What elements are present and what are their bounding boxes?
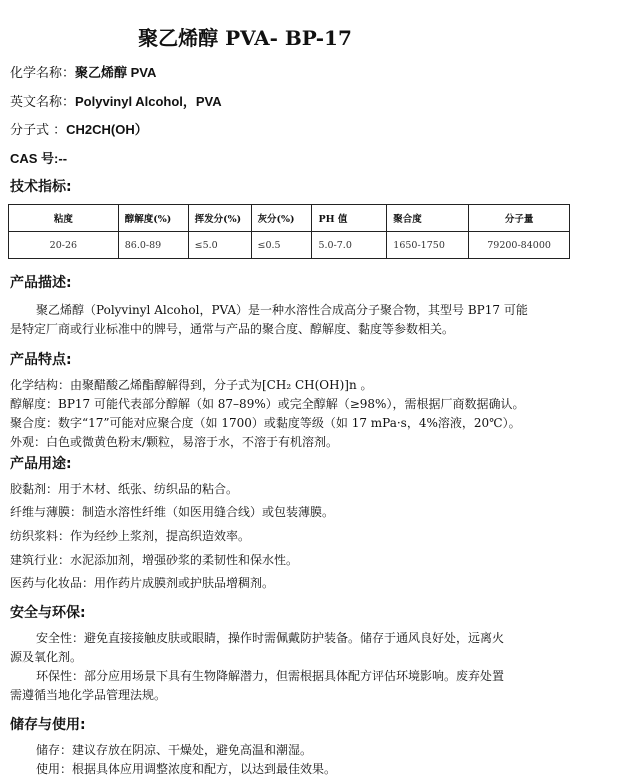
specs-heading: 技术指标: — [10, 179, 72, 195]
feature-line: 化学结构：由聚醋酸乙烯酯醇解得到，分子式为[CH₂ CH(OH)]n 。 — [10, 378, 373, 392]
features-heading: 产品特点: — [10, 352, 72, 368]
chemical-name-row — [10, 62, 156, 82]
page-title: 聚乙烯醇 PVA- BP-17 — [138, 26, 352, 50]
formula-value: CH2CH(OH） — [66, 122, 148, 137]
english-name-row — [10, 91, 222, 111]
feature-line: 聚合度：数字“17”可能对应聚合度（如 1700）或黏度等级（如 17 mPa·s，4%溶液，20℃）。 — [10, 416, 521, 430]
formula-label: 分子式 ： — [10, 123, 67, 138]
use-item: 纺织浆料：作为经纱上浆剂，提高织造效率。 — [10, 529, 251, 543]
uses-heading: 产品用途: — [10, 456, 72, 472]
spec-table-row — [9, 232, 570, 259]
english-name-label: 英文名称： — [10, 95, 76, 110]
safety-line-1: 安全性：避免直接接触皮肤或眼睛，操作时需佩戴防护装备。储存于通风良好处，远离火 — [36, 631, 505, 645]
cell-ph: 5.0-7.0 — [312, 232, 387, 259]
safety-paragraph — [10, 629, 610, 705]
formula-row — [10, 119, 148, 139]
description-paragraph — [10, 301, 610, 339]
feature-line: 外观：白色或微黄色粉末/颗粒，易溶于水，不溶于有机溶剂。 — [10, 435, 339, 449]
header-polymerization: 聚合度 — [387, 205, 469, 232]
cas-row — [10, 148, 67, 168]
spec-table-header-row — [9, 205, 570, 232]
storage-heading: 储存与使用: — [10, 717, 86, 733]
header-viscosity: 粘度 — [9, 205, 119, 232]
description-heading: 产品描述: — [10, 275, 72, 291]
cell-volatiles: ≤5.0 — [188, 232, 251, 259]
header-ash: 灰分(%) — [251, 205, 312, 232]
cas-label: CAS 号:-- — [10, 151, 68, 166]
cell-viscosity: 20-26 — [9, 232, 119, 259]
cell-molecular-weight: 79200-84000 — [469, 232, 570, 259]
use-item: 胶黏剂：用于木材、纸张、纺织品的粘合。 — [10, 482, 239, 496]
safety-line-2: 源及氧化剂。 — [10, 650, 83, 664]
safety-heading: 安全与环保: — [10, 605, 86, 621]
description-line-2: 是特定厂商或行业标准中的牌号，通常与产品的聚合度、醇解度、黏度等参数相关。 — [10, 322, 455, 336]
use-item: 纤维与薄膜：制造水溶性纤维（如医用缝合线）或包装薄膜。 — [10, 505, 335, 519]
safety-line-3: 环保性：部分应用场景下具有生物降解潜力，但需根据具体配方评估环境影响。废弃处置 — [36, 669, 505, 683]
feature-line: 醇解度：BP17 可能代表部分醇解（如 87–89%）或完全醇解（≥98%），需根据厂商数据确认。 — [10, 397, 525, 411]
cell-ash: ≤0.5 — [251, 232, 312, 259]
use-item: 建筑行业：水泥添加剂，增强砂浆的柔韧性和保水性。 — [10, 553, 299, 567]
chemical-name-label: 化学名称： — [10, 66, 76, 81]
chemical-name-value: 聚乙烯醇 PVA — [75, 65, 157, 80]
description-line-1: 聚乙烯醇（Polyvinyl Alcohol，PVA）是一种水溶性合成高分子聚合物，其型号 BP17 可能 — [36, 303, 528, 317]
header-ph: PH 值 — [312, 205, 387, 232]
cell-polymerization: 1650-1750 — [387, 232, 469, 259]
english-name-value: Polyvinyl Alcohol，PVA — [75, 94, 222, 109]
cell-alcoholysis: 86.0-89 — [118, 232, 188, 259]
storage-paragraph — [10, 741, 610, 779]
header-molecular-weight: 分子量 — [469, 205, 570, 232]
storage-line-2: 使用：根据具体应用调整浓度和配方，以达到最佳效果。 — [36, 762, 337, 776]
use-item: 医药与化妆品：用作药片成膜剂或护肤品增稠剂。 — [10, 576, 275, 590]
header-volatiles: 挥发分(%) — [188, 205, 251, 232]
header-alcoholysis: 醇解度(%) — [118, 205, 188, 232]
storage-line-1: 储存：建议存放在阴凉、干燥处，避免高温和潮湿。 — [36, 743, 313, 757]
spec-table — [8, 204, 570, 259]
safety-line-4: 需遵循当地化学品管理法规。 — [10, 688, 167, 702]
